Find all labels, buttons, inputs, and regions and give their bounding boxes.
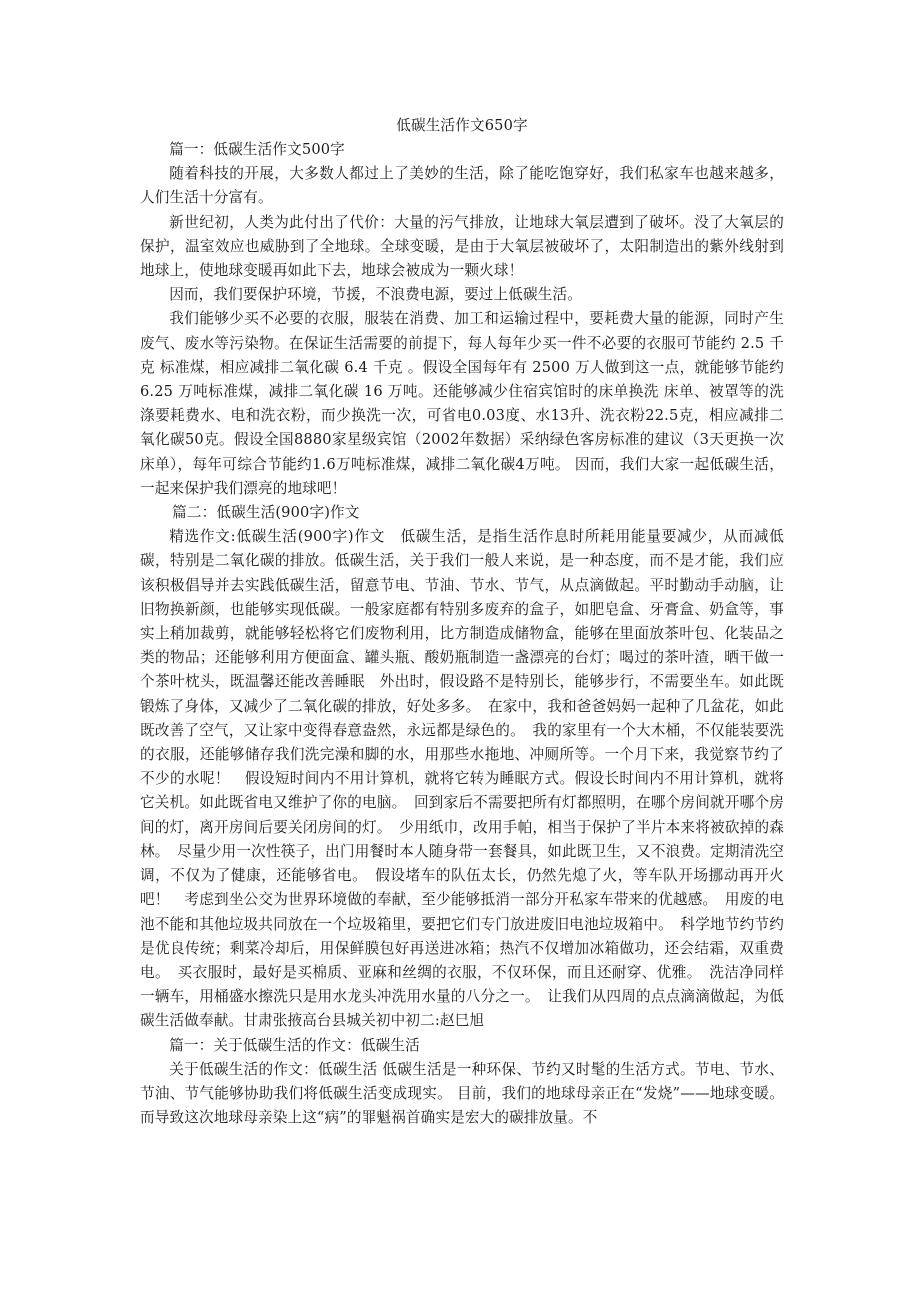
- paragraph: 精选作文:低碳生活(900字)作文 低碳生活，是指生活作息时所耗用能量要减少，从而减低碳，特别是二氧化碳的排放。低碳生活，关于我们一般人来说，是一种态度，而不是才能，我们应该积极倡导并去实践低碳生活，留意节电、节油、节水、节气，从点滴做起。平时勤动手动脑，让旧物换新颜，也能够实现低碳。一般家庭都有特别多废弃的盒子，如肥皂盒、牙膏盒、奶盒等，事实上稍加裁剪，就能够轻松将它们废物利用，比方制造成储物盒，能够在里面放茶叶包、化装品之类的物品；还能够利用方便面盒、罐头瓶、酸奶瓶制造一盏漂亮的台灯；喝过的茶叶渣，晒干做一个茶叶枕头，既温馨还能改善睡眠 外出时，假设路不是特别长，能够步行，不需要坐车。如此既锻炼了身体，又减少了二氧化碳的排放，好处多多。 在家中，我和爸爸妈妈一起种了几盆花，如此既改善了空气，又让家中变得春意盎然，永远都是绿色的。 我的家里有一个大木桶，不仅能装要洗的衣服，还能够储存我们洗完澡和脚的水，用那些水拖地、冲厕所等。一个月下来，我觉察节约了不少的水呢！ 假设短时间内不用计算机，就将它转为睡眠方式。假设长时间内不用计算机，就将它关机。如此既省电又维护了你的电脑。 回到家后不需要把所有灯都照明，在哪个房间就开哪个房间的灯，离开房间后要关闭房间的灯。 少用纸巾，改用手帕，相当于保护了半片本来将被砍掉的森林。 尽量少用一次性筷子，出门用餐时本人随身带一套餐具，如此既卫生，又不浪费。定期清洗空调，不仅为了健康，还能够省电。 假设堵车的队伍太长，仍然先熄了火，等车队开场挪动再开火吧！ 考虑到坐公交为世界环境做的奉献，至少能够抵消一部分开私家车带来的优越感。 用废的电池不能和其他垃圾共同放在一个垃圾箱里，要把它们专门放进废旧电池垃圾箱中。 科学地节约节约是优良传统；剩菜冷却后，用保鲜膜包好再送进冰箱；热汽不仅增加冰箱做功，还会结霜，双重费电。 买衣服时，最好是买棉质、亚麻和丝绸的衣服，不仅环保，而且还耐穿、优雅。 洗洁净同样一辆车，用桶盛水擦洗只是用水龙头冲洗用水量的八分之一。 让我们从四周的点点滴滴做起，为低碳生活做奉献。甘肃张掖高台县城关初中初二:赵巳旭: [140, 528, 784, 1030]
- section-heading: 篇一：低碳生活作文500字: [169, 141, 345, 158]
- paragraph: 关于低碳生活的作文：低碳生活 低碳生活是一种环保、节约又时髦的生活方式。节电、节水、节油、节气能够协助我们将低碳生活变成现实。 目前，我们的地球母亲正在“发烧”——地球变暖。而导致这次地球母亲染上这“病”的罪魁祸首确实是宏大的碳排放量。不: [140, 1060, 784, 1127]
- document-page: [140, 114, 784, 1130]
- section-heading: 篇一：关于低碳生活的作文：低碳生活: [169, 1036, 420, 1054]
- document-title: 低碳生活作文650字: [396, 117, 528, 134]
- paragraph: 随着科技的开展，大多数人都过上了美妙的生活，除了能吃饱穿好，我们私家车也越来越多，人们生活十分富有。: [140, 165, 784, 207]
- paragraph: 因而，我们要保护环境，节援，不浪费电源，要过上低碳生活。: [169, 286, 583, 304]
- paragraph: 新世纪初，人类为此付出了代价：大量的污气排放，让地球大氧层遭到了破坏。没了大氧层的保护，温室效应也威胁到了全地球。全球变暖，是由于大氧层被破坏了，太阳制造出的紫外线射到地球上，使地球变暖再如此下去，地球会被成为一颗火球！: [140, 213, 784, 280]
- paragraph: 我们能够少买不必要的衣服，服装在消费、加工和运输过程中，要耗费大量的能源，同时产生废气、废水等污染物。在保证生活需要的前提下，每人每年少买一件不必要的衣服可节能约 2.5 千克 标准煤，相应减排二氧化碳 6.4 千克 。假设全国每年有 2500 万人做到这一点，就能够节能约 6.25 万吨标准煤，减排二氧化碳 16 万吨。还能够减少住宿宾馆时的床单换洗 床单、被罩等的洗涤要耗费水、电和洗衣粉，而少换洗一次，可省电0.03度、水13升、洗衣粉22.5克，相应减排二氧化碳50克。假设全国8880家星级宾馆（2002年数据）采纳绿色客房标准的建议（3天更换一次床单），每年可综合节能约1.6万吨标准煤，减排二氧化碳4万吨。 因而，我们大家一起低碳生活，一起来保护我们漂亮的地球吧！: [140, 310, 784, 497]
- section-heading: 篇二：低碳生活(900字)作文: [172, 504, 360, 522]
